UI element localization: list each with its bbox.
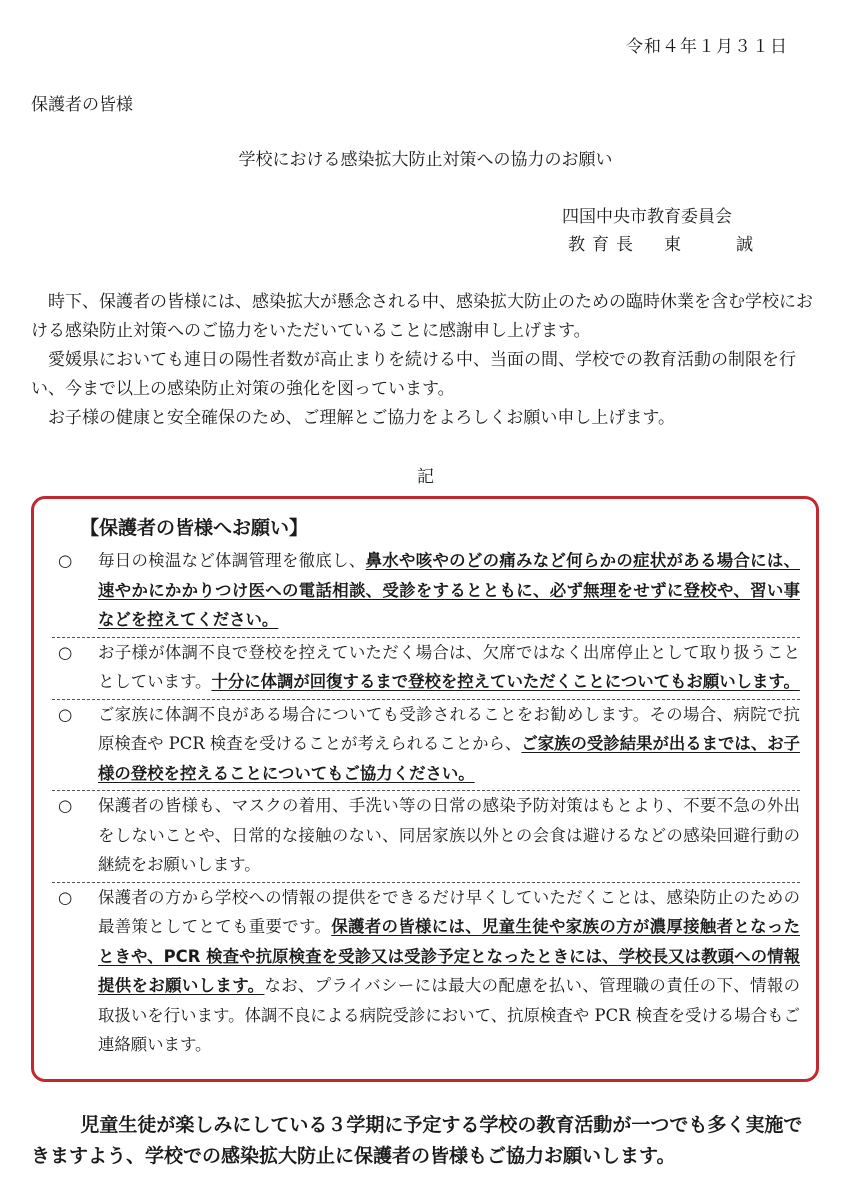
intro-section bbox=[31, 288, 821, 433]
request-text: なお、プライバシーには最大の配慮を払い、管理職の責任の下、情報の取扱いを行います。体調不良による病院受診において、抗原検査や PCR 検査を受ける場合もご連絡願います。 bbox=[98, 976, 801, 1054]
request-item bbox=[52, 883, 800, 1062]
closing-message bbox=[31, 1110, 821, 1172]
sender-role: 教育長 東 誠 bbox=[568, 235, 760, 255]
sender-organization: 四国中央市教育委員会 bbox=[562, 207, 732, 227]
circle-bullet-icon: ○ bbox=[58, 642, 73, 662]
closing-text: 児童生徒が楽しみにしている３学期に予定する学校の教育活動が一つでも多く実施できますよう、学校での感染拡大防止に保護者の皆様もご協力お願いします。 bbox=[31, 1114, 803, 1167]
box-heading: 【保護者の皆様へお願い】 bbox=[80, 517, 309, 539]
request-emphasis: 鼻水や咳やのどの痛みなど何らかの症状がある場合には、速やかにかかりつけ医への電話相談、受診をするとともに、必ず無理をせずに登校や、習い事などを控えてください。 bbox=[98, 551, 801, 629]
request-box bbox=[31, 496, 819, 1082]
circle-bullet-icon: ○ bbox=[58, 551, 73, 570]
circle-bullet-icon: ○ bbox=[58, 796, 73, 815]
ki-marker: 記 bbox=[417, 467, 434, 487]
circle-bullet-icon: ○ bbox=[58, 704, 73, 724]
request-text: 保護者の皆様も、マスクの着用、手洗い等の日常の感染予防対策はもとより、不要不急の外出をしないことや、日常的な接触のない、同居家族以外との会食は避けるなどの感染回避行動の継続をお願いします。 bbox=[98, 796, 800, 874]
request-emphasis: 十分に体調が回復するまで登校を控えていただくことについてもお願いします。 bbox=[211, 672, 800, 691]
addressee: 保護者の皆様 bbox=[31, 95, 133, 115]
document-title: 学校における感染拡大防止対策への協力のお願い bbox=[238, 150, 613, 170]
request-item bbox=[52, 546, 800, 638]
request-text: 毎日の検温など体調管理を徹底し、 bbox=[98, 551, 366, 570]
request-text: ご家族に体調不良がある場合についても受診されることをお勧めします。その場合、病院で抗原検査や PCR 検査を受けることが考えられることから、 bbox=[98, 704, 800, 753]
request-text: お子様が体調不良で登校を控えていただく場合は、欠席ではなく出席停止として取り扱うこととしています。 bbox=[98, 642, 800, 691]
intro-paragraph: お子様の健康と安全確保のため、ご理解とご協力をよろしくお願い申し上げます。 bbox=[48, 408, 675, 428]
request-item bbox=[52, 638, 800, 700]
request-emphasis: 保護者の皆様には、児童生徒や家族の方が濃厚接触者となったときや、PCR 検査や抗原検査を受診又は受診予定となったときには、学校長又は教頭への情報提供をお願いします。 bbox=[98, 917, 801, 995]
request-item bbox=[52, 791, 800, 883]
sender-block bbox=[562, 203, 760, 259]
request-item bbox=[52, 700, 800, 792]
intro-paragraph: 時下、保護者の皆様には、感染拡大が懸念される中、感染拡大防止のための臨時休業を含む学校における感染防止対策へのご協力をいただいていることに感謝申し上げます。 bbox=[31, 292, 813, 341]
circle-bullet-icon: ○ bbox=[58, 887, 73, 907]
request-text: 保護者の方から学校への情報の提供をできるだけ早くしていただくことは、感染防止のための最善策としてとても重要です。 bbox=[98, 887, 800, 936]
request-emphasis: ご家族の受診結果が出るまでは、お子様の登校を控えることについてもご協力ください。 bbox=[98, 734, 800, 783]
document-date: 令和４年１月３１日 bbox=[626, 37, 788, 57]
intro-paragraph: 愛媛県においても連日の陽性者数が高止まりを続ける中、当面の間、学校での教育活動の制限を行い、今まで以上の感染防止対策の強化を図っています。 bbox=[31, 350, 796, 399]
